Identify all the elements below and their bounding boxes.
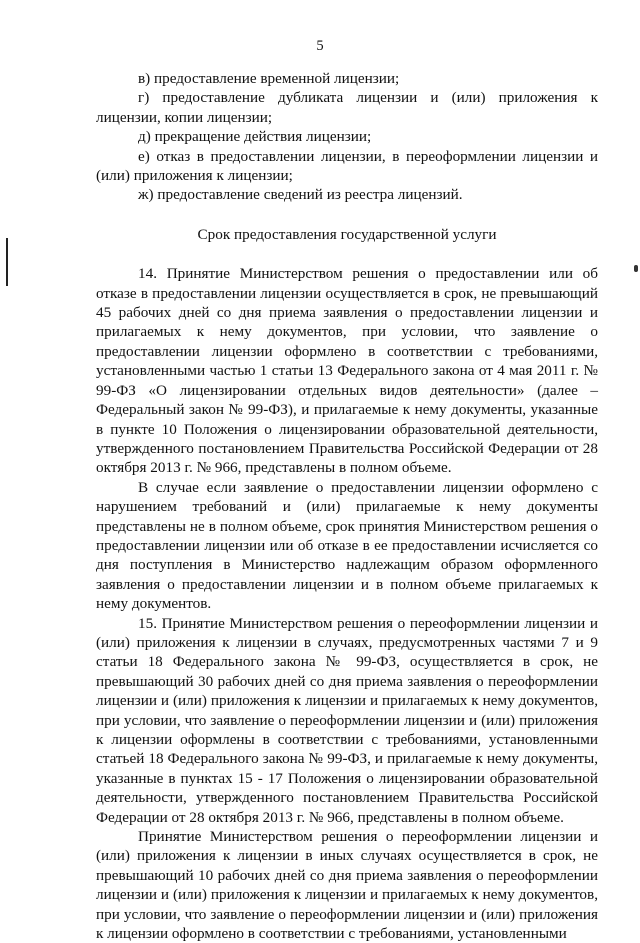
document-body	[96, 69, 598, 943]
list-item: г) предоставление дубликата лицензии и (или) приложения к лицензии, копии лицензии;	[96, 89, 598, 126]
paragraph-14: 14. Принятие Министерством решения о предоставлении или об отказе в предоставлении лицензии осуществляется в срок, не превышающий 45 рабочих дней со дня приема заявления о предоставлении лицензии и прилагаемых к нему документов, при условии, что заявление о предоставлении лицензии оформлено в соответствии с требованиями, установленными частью 1 статьи 13 Федерального закона от 4 мая 2011 г. № 99-ФЗ «О лицензировании отдельных видов деятельности» (далее – Федеральный закон № 99-ФЗ), и прилагаемые к нему документы, указанные в пункте 10 Положения о лицензировании образовательной деятельности, утвержденного постановлением Правительства Российской Федерации от 28 октября 2013 г. № 966, представлены в полном объеме.	[96, 265, 598, 477]
paragraph-15: 15. Принятие Министерством решения о переоформлении лицензии и (или) приложения к лицензии в случаях, предусмотренных частями 7 и 9 статьи 18 Федерального закона № 99-ФЗ, осуществляется в срок, не превышающий 30 рабочих дней со дня приема заявления о переоформлении лицензии и (или) приложения к лицензии и прилагаемых к нему документов, при условии, что заявление о переоформлении лицензии и (или) приложения к лицензии оформлены в соответствии с требованиями, установленными статьей 18 Федерального закона № 99-ФЗ, и прилагаемые к нему документы, указанные в пунктах 15 - 17 Положения о лицензировании образовательной деятельности, утвержденного постановлением Правительства Российской Федерации от 28 октября 2013 г. № 966, представлены в полном объеме.	[96, 614, 598, 826]
scan-margin-dot	[634, 265, 638, 272]
section-title: Срок предоставления государственной услуги	[197, 225, 497, 243]
paragraph-15-note: Принятие Министерством решения о переоформлении лицензии и (или) приложения к лицензии в иных случаях осуществляется в срок, не превышающий 10 рабочих дней со дня приема заявления о переоформлении лицензии и (или) приложения к лицензии и прилагаемых к нему документов, при условии, что заявление о переоформлении лицензии и (или) приложения к лицензии оформлено в соответствии с требованиями, установленными	[96, 828, 598, 943]
list-item: ж) предоставление сведений из реестра лицензий.	[138, 186, 463, 204]
page-number: 5	[316, 38, 324, 54]
list-item: е) отказ в предоставлении лицензии, в переоформлении лицензии и (или) приложения к лицензии;	[96, 147, 598, 185]
scan-margin-mark	[6, 238, 8, 286]
list-item: д) прекращение действия лицензии;	[138, 128, 372, 146]
paragraph-14-note: В случае если заявление о предоставлении лицензии оформлено с нарушением требований и (или) прилагаемые к нему документы представлены не в полном объеме, срок принятия Министерством решения о предоставлении лицензии или об отказе в ее предоставлении исчисляется со дня поступления в Министерство надлежащим образом оформленного заявления о предоставлении лицензии и в полном объеме прилагаемых к нему документов.	[96, 478, 598, 613]
list-item: в) предоставление временной лицензии;	[138, 70, 400, 87]
